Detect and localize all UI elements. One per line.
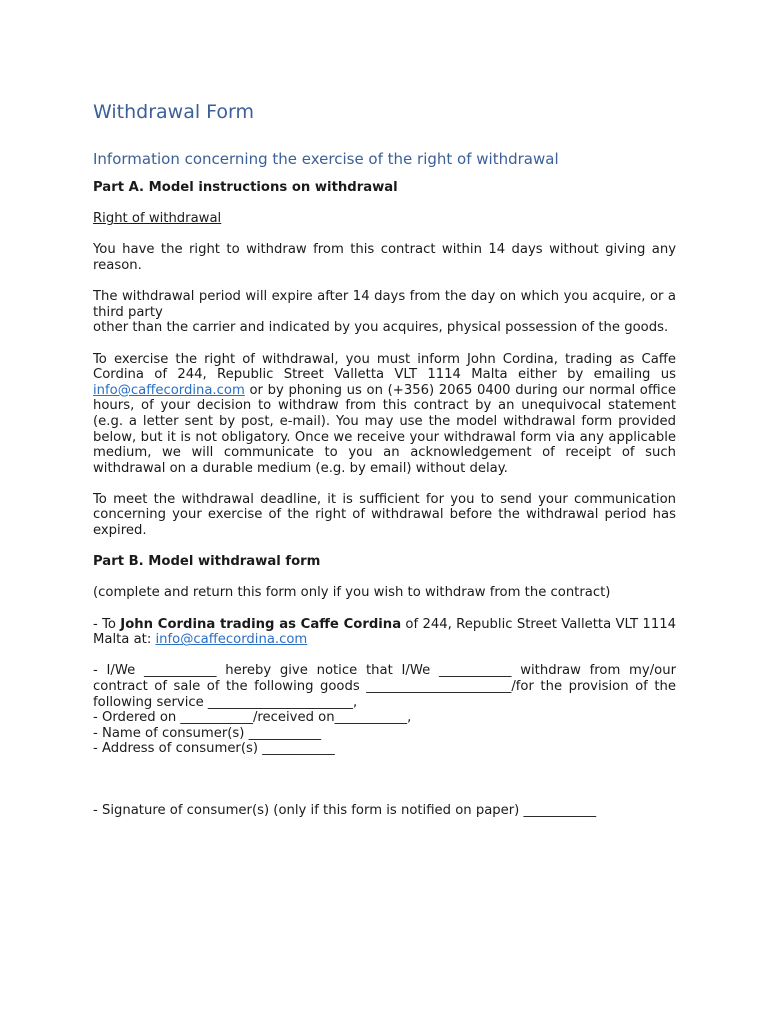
form-instruction: (complete and return this form only if you wish to withdraw from the contract)	[93, 585, 611, 601]
part-a-heading: Part A. Model instructions on withdrawal	[93, 180, 398, 195]
exercise-right-text-start: To exercise the right of withdrawal, you must inform John Cordina, trading as Caffe Cordina of 244, Republic Street Valletta VLT 1114 Malta either by emailing us	[93, 351, 676, 383]
document-title: Withdrawal Form	[93, 101, 255, 123]
ordered-received-line: - Ordered on ___________/received on___________,	[93, 710, 412, 726]
consumer-name-line: - Name of consumer(s) ___________	[93, 725, 322, 741]
withdrawal-period-line-1: The withdrawal period will expire after 14 days from the day on which you acquire, or a third party	[93, 289, 676, 320]
document-page	[93, 98, 676, 819]
recipient-name: John Cordina trading as Caffe Cordina	[120, 616, 402, 632]
withdrawal-period-line-2: other than the carrier and indicated by you acquires, physical possession of the goods.	[93, 320, 669, 336]
right-of-withdrawal-heading: Right of withdrawal	[93, 211, 222, 227]
withdrawal-right-paragraph: You have the right to withdraw from this contract within 14 days without giving any reason.	[93, 242, 676, 273]
notice-line: - I/We ___________ hereby give notice that I/We ___________ withdraw from my/our contract of sale of the following goods ______________________/for the provision of the following service ______________________,	[93, 663, 676, 710]
exercise-right-paragraph	[93, 352, 676, 477]
recipient-line	[93, 617, 676, 648]
consumer-signature-line: - Signature of consumer(s) (only if this form is notified on paper) ___________	[93, 802, 597, 818]
part-b-heading: Part B. Model withdrawal form	[93, 554, 321, 570]
recipient-address: of 244, Republic Street Valletta VLT 1114 Malta at:	[93, 616, 676, 648]
recipient-prefix: - To	[93, 616, 121, 632]
consumer-address-line: - Address of consumer(s) ___________	[93, 741, 335, 757]
recipient-email-link[interactable]: info@caffecordina.com	[155, 632, 308, 648]
document-subtitle: Information concerning the exercise of the right of withdrawal	[93, 150, 559, 168]
deadline-paragraph: To meet the withdrawal deadline, it is sufficient for you to send your communication concerning your exercise of the right of withdrawal before the withdrawal period has expired.	[93, 491, 676, 539]
exercise-right-text-end: or by phoning us on (+356) 2065 0400 during our normal office hours, of your decision to withdraw from this contract by an unequivocal statement (e.g. a letter sent by post, e-mail). You may use the model withdrawal form provided below, but it is not obligatory. Once we receive your withdrawal form via any applicable medium, we will communicate to you an acknowledgement of receipt of such withdrawal on a durable medium (e.g. by email) without delay.	[93, 382, 676, 476]
email-link[interactable]: info@caffecordina.com	[93, 382, 245, 398]
